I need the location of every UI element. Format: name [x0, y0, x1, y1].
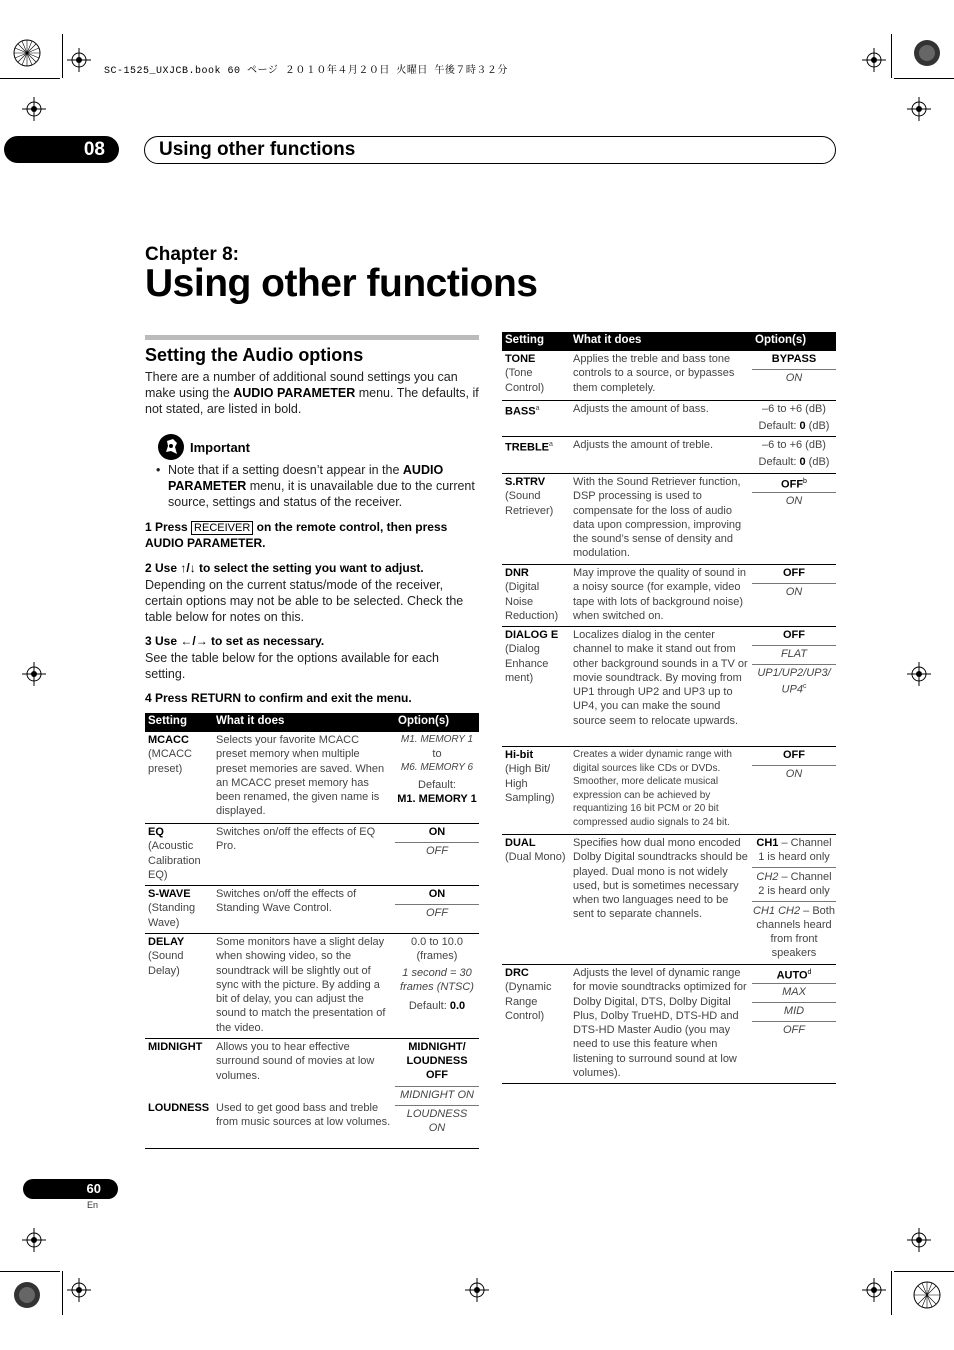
- option: UP1/UP2/UP3/: [757, 667, 831, 679]
- header-setting: Setting: [505, 334, 544, 346]
- setting-name: MCACC: [148, 734, 189, 746]
- setting-name: S-WAVE: [148, 888, 191, 900]
- audio-options-table-right: [502, 332, 836, 1084]
- setting-subtitle: (Standing Wave): [148, 902, 196, 929]
- section-rule: [145, 335, 479, 340]
- setting-name: MIDNIGHT: [148, 1041, 203, 1053]
- option: 0.0 to 10.0: [411, 936, 463, 948]
- setting-name: DNR: [505, 567, 529, 579]
- option: ON: [428, 1122, 446, 1134]
- setting-description: Used to get good bass and treble from music sources at low volumes.: [216, 1102, 391, 1129]
- setting-description: Creates a wider dynamic range with digital sources like CDs or DVDs. Smoother, more delicate musical expression can be achieved by requantizing 16 bit PCM or 20 bit compressed audio signals to 24 bit.: [573, 749, 732, 828]
- setting-description: Localizes dialog in the center channel to make it stand out from other background sounds in a TV or movie soundtrack. By moving from UP1 through UP2 and UP3 up to UP4, you can make the sound source seem to relocate upwards.: [573, 629, 748, 727]
- option-default: OFF: [781, 478, 804, 491]
- chapter-title: Using other functions: [145, 262, 538, 305]
- option-default: LOUDNESS: [406, 1055, 468, 1067]
- table-row: [145, 886, 479, 934]
- option-default: M1. MEMORY 1: [397, 793, 477, 805]
- crosshair-icon: [907, 97, 931, 121]
- crosshair-icon: [862, 1278, 886, 1302]
- setting-name: DELAY: [148, 936, 185, 948]
- crosshair-icon: [907, 662, 931, 686]
- setting-subtitle: (MCACC preset): [148, 748, 192, 775]
- audio-options-table-left: [145, 713, 479, 1149]
- option: MIDNIGHT ON: [400, 1089, 474, 1101]
- table-row: DIALOG E (Dialog Enhance ment) Localizes dialog in the center channel to make it stand out from other background sounds in a TV or movie soundtrack. By moving from UP1 through UP2 and UP3 up to UP4, you can make the sound source seem to relocate upwards. OFF FLAT UP1/UP2/UP3/ UP4$^c$: [502, 627, 836, 747]
- setting-description: Adjusts the amount of bass.: [573, 403, 709, 415]
- crosshair-icon: [22, 662, 46, 686]
- option: CH2 – Channel 2 is heard only: [756, 871, 832, 897]
- setting-name: TREBLE: [505, 441, 549, 454]
- registration-mark-icon: [912, 38, 942, 68]
- option: FLAT: [780, 648, 808, 660]
- setting-name: DIALOG E: [505, 629, 559, 641]
- step-2-body: Depending on the current status/mode of the receiver, certain options may not be able to be selected. Check the table below for notes on this.: [145, 578, 464, 624]
- chapter-number-badge: 08: [4, 136, 119, 163]
- crosshair-icon: [465, 1278, 489, 1302]
- print-slug: SC-1525_UXJCB.book 60 ページ ２０１０年４月２０日 火曜日 午後７時３２分: [104, 66, 508, 77]
- option: –6 to +6 (dB): [762, 439, 826, 451]
- option: ON: [785, 768, 803, 780]
- header-setting: Setting: [148, 715, 187, 727]
- setting-description: Switches on/off the effects of Standing Wave Control.: [216, 888, 357, 915]
- crosshair-icon: [22, 97, 46, 121]
- setting-subtitle: (High Bit/ High Sampling): [505, 763, 555, 804]
- section-title: Setting the Audio options: [145, 345, 364, 365]
- chapter-label: Chapter 8:: [145, 244, 239, 265]
- header-options: Option(s): [398, 715, 450, 727]
- setting-description: May improve the quality of sound in a noisy source (for example, video tape with lots of background noise) when switched on.: [573, 567, 747, 622]
- language-code: En: [87, 1200, 99, 1210]
- option: –6 to +6 (dB): [762, 403, 826, 415]
- crosshair-icon: [67, 1278, 91, 1302]
- option: MAX: [782, 986, 806, 998]
- setting-subtitle: (Digital Noise Reduction): [505, 581, 559, 622]
- setting-name: S.RTRV: [505, 476, 546, 488]
- option: ON: [785, 495, 803, 507]
- option: M6. MEMORY 6: [400, 762, 474, 773]
- step-2: 2 Use ↑/↓ to select the setting you want to adjust.: [145, 561, 424, 575]
- option: M1. MEMORY 1: [400, 734, 474, 745]
- setting-name: LOUDNESS: [148, 1102, 210, 1114]
- section-intro: There are a number of additional sound settings you can make using the AUDIO PARAMETER menu. The defaults, if not stated, are listed in bold.: [145, 370, 479, 416]
- setting-name: EQ: [148, 826, 164, 838]
- registration-mark-icon: [12, 1280, 42, 1310]
- bullet-icon: •: [156, 463, 161, 477]
- setting-subtitle: (Tone Control): [505, 367, 545, 394]
- option-default: BYPASS: [771, 353, 817, 365]
- option-default: MIDNIGHT/: [408, 1041, 466, 1053]
- option: to: [432, 748, 442, 760]
- option-default: AUTO: [776, 969, 808, 982]
- table-row: BASS$^a$ Adjusts the amount of bass. –6 to +6 (dB) Default: 0 (dB): [502, 401, 836, 437]
- setting-subtitle: (Sound Delay): [148, 950, 184, 977]
- table-row: S.RTRV (Sound Retriever) With the Sound Retriever function, DSP processing is used to compensate for the loss of audio data upon compression, improving the sound’s sense of density and modulation. OFF$^b$ ON: [502, 474, 836, 565]
- option-default: OFF: [783, 629, 805, 641]
- option-default: OFF: [783, 567, 805, 579]
- table-row: [502, 835, 836, 965]
- setting-subtitle: (Dual Mono): [505, 851, 566, 864]
- step-1: 1 Press RECEIVER on the remote control, then press: [145, 520, 448, 534]
- crosshair-icon: [22, 1228, 46, 1252]
- option-default: CH1 – Channel 1 is heard only: [756, 837, 832, 863]
- setting-description: With the Sound Retriever function, DSP processing is used to compensate for the loss of audio data upon compression, improving the sound’s sense of density and modulation.: [573, 476, 742, 560]
- option: OFF: [783, 1024, 805, 1036]
- header-what: What it does: [216, 715, 285, 727]
- crosshair-icon: [862, 48, 886, 72]
- step-3: 3 Use ←/→ to set as necessary.: [145, 634, 325, 648]
- option: Default:: [418, 779, 456, 791]
- option: LOUDNESS: [406, 1108, 468, 1120]
- option: MID: [783, 1005, 805, 1017]
- table-row: [145, 824, 479, 886]
- option-default: ON: [428, 888, 446, 900]
- setting-subtitle: (Dynamic Range Control): [505, 981, 552, 1022]
- option: ON: [785, 586, 803, 598]
- header-options: Option(s): [755, 334, 807, 346]
- setting-description: Some monitors have a slight delay when showing video, so the soundtrack will be slightly out of sync with the picture. By adding a bit of delay, you can adjust the sound to match the presentation of the video.: [216, 936, 386, 1034]
- option-default: 0.0: [449, 1000, 466, 1012]
- option: CH1 CH2 – Both channels heard from front speakers: [753, 905, 835, 959]
- important-heading: Important: [190, 440, 250, 455]
- setting-description: Adjusts the amount of treble.: [573, 439, 714, 451]
- registration-mark-icon: [12, 38, 42, 68]
- table-row: [145, 1039, 479, 1149]
- footnote-marker: a: [535, 405, 540, 412]
- option: (frames): [416, 950, 458, 962]
- option-default: OFF: [783, 749, 805, 761]
- table-row: DRC (Dynamic Range Control) Adjusts the level of dynamic range for movie soundtracks optimized for Dolby Digital, DTS, Dolby Digital Plus, Dolby TrueHD, DTS-HD and DTS-HD Master Audio (you may need to use this feature when listening to surround sound at low volumes). AUTO$^d$ MAX MID OFF: [502, 965, 836, 1084]
- setting-name: TONE: [505, 353, 536, 365]
- table-header: [502, 332, 836, 351]
- setting-description: Specifies how dual mono encoded Dolby Digital soundtracks should be played. Dual mono is not widely used, but is sometimes necessary when two languages need to be sent to separate channels.: [573, 837, 748, 921]
- table-row: TREBLE$^a$ Adjusts the amount of treble. –6 to +6 (dB) Default: 0 (dB): [502, 437, 836, 474]
- setting-subtitle: (Dialog Enhance ment): [505, 643, 549, 684]
- option: UP4: [781, 683, 803, 696]
- setting-description: Adjusts the level of dynamic range for movie soundtracks optimized for Dolby Digital, DTS, Dolby Digital Plus, Dolby TrueHD, DTS-HD and DTS-HD Master Audio (you may need to use this feature when listening to surround sound at low volumes).: [573, 967, 747, 1080]
- table-row: [502, 747, 836, 835]
- option: 1 second = 30: [402, 967, 472, 979]
- important-icon: [158, 434, 184, 460]
- table-row: [145, 934, 479, 1039]
- table-row: [145, 732, 479, 824]
- option: OFF: [426, 845, 448, 857]
- option: frames (NTSC): [400, 981, 474, 993]
- option: OFF: [426, 907, 448, 919]
- header-what: What it does: [573, 334, 642, 346]
- table-row: [502, 565, 836, 627]
- setting-name: Hi-bit: [505, 749, 534, 761]
- setting-subtitle: (Acoustic Calibration EQ): [148, 840, 201, 881]
- setting-name: BASS: [505, 405, 536, 418]
- option: Default:: [408, 1000, 450, 1012]
- step-3-body: See the table below for the options available for each setting.: [145, 651, 439, 681]
- option-default: OFF: [426, 1069, 448, 1081]
- crosshair-icon: [67, 48, 91, 72]
- crosshair-icon: [907, 1228, 931, 1252]
- step-1-continued: AUDIO PARAMETER.: [145, 536, 266, 550]
- option: ON: [785, 372, 803, 384]
- running-header-title: Using other functions: [144, 136, 836, 164]
- setting-description: Applies the treble and bass tone controls to a source, or bypasses them completely.: [573, 353, 735, 394]
- table-header: [145, 713, 479, 732]
- table-row: [502, 351, 836, 401]
- setting-description: Selects your favorite MCACC preset memory when multiple preset memories are saved. When an MCACC preset memory has been renamed, the given name is displayed.: [216, 734, 385, 818]
- page-number: 60: [23, 1179, 118, 1199]
- setting-description: Switches on/off the effects of EQ Pro.: [216, 826, 376, 853]
- setting-description: Allows you to hear effective surround sound of movies at low volumes.: [216, 1041, 375, 1082]
- setting-subtitle: (Sound Retriever): [505, 490, 554, 517]
- setting-name: DRC: [505, 967, 529, 979]
- registration-mark-icon: [912, 1280, 942, 1310]
- setting-name: DUAL: [505, 837, 536, 849]
- step-4: 4 Press RETURN to confirm and exit the menu.: [145, 691, 412, 705]
- footnote-marker: a: [549, 441, 553, 448]
- option-default: ON: [428, 826, 446, 838]
